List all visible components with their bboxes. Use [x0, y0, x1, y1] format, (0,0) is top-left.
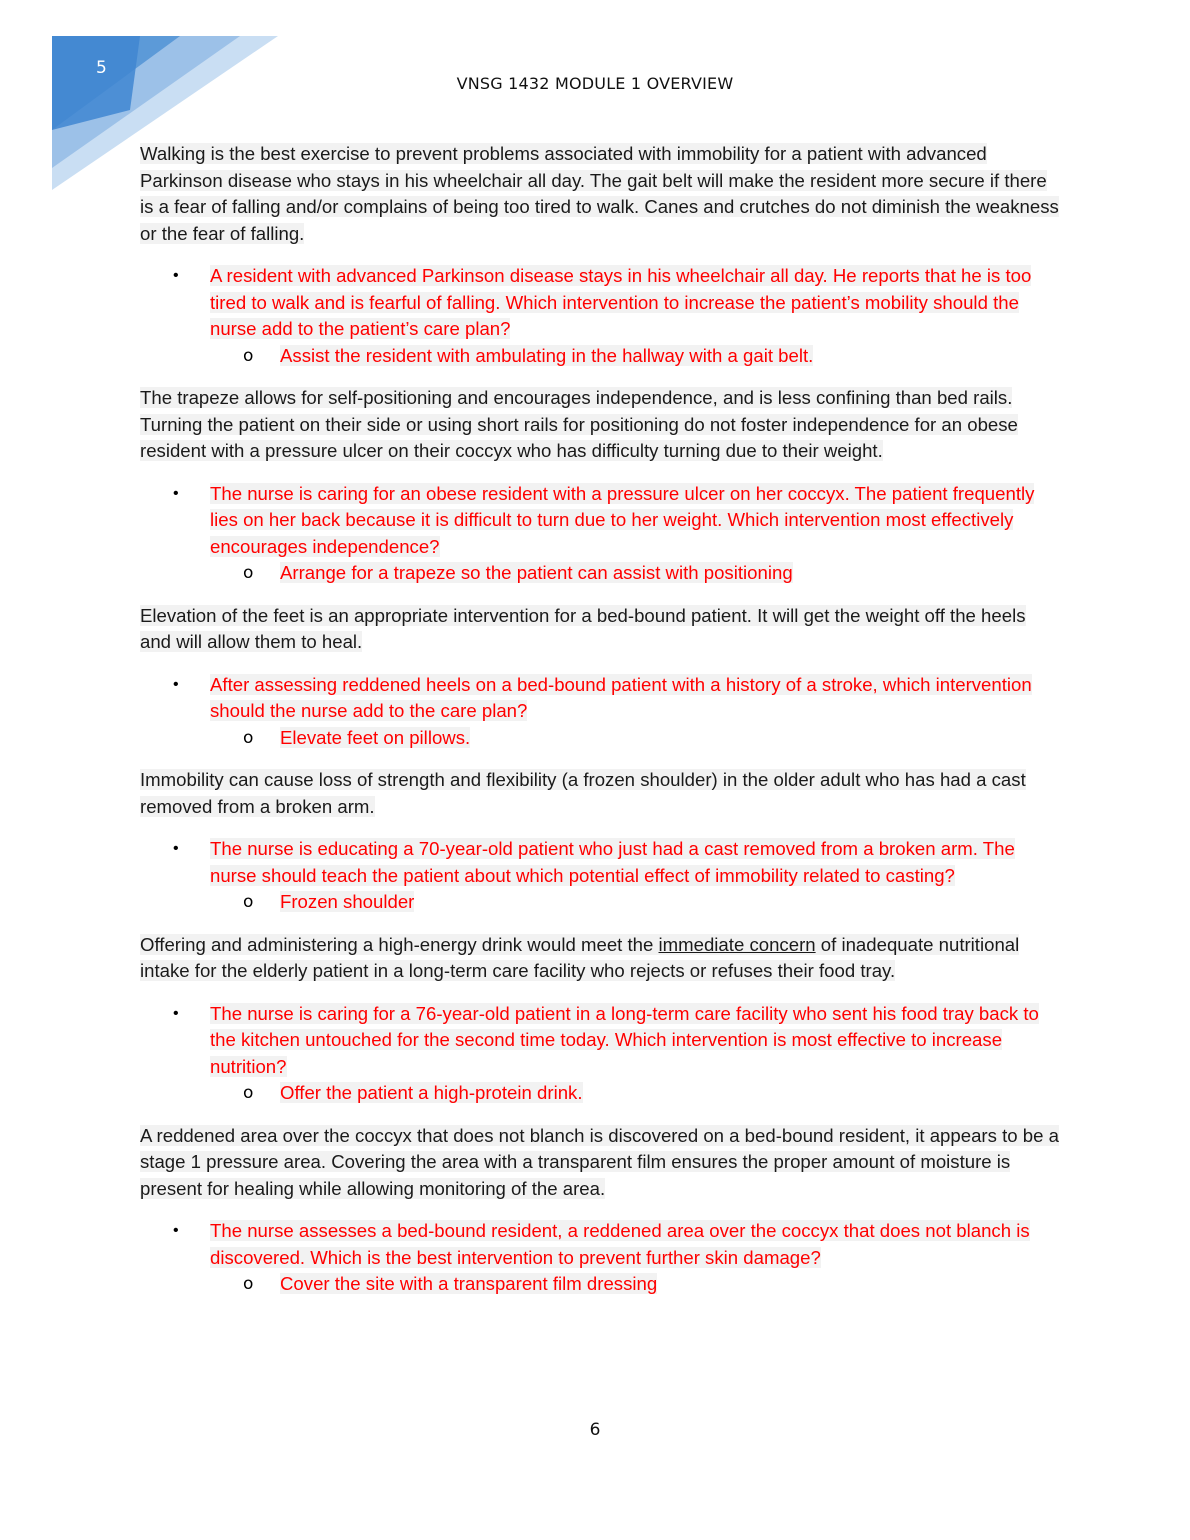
- sub-bullet-icon: o: [243, 892, 254, 912]
- question-text: A resident with advanced Parkinson disease stays in his wheelchair all day. He reports that he is too tired to walk and is fearful of falling. Which intervention to increase the patient’s mobility should the nurse add to the patient’s care plan?: [210, 265, 1032, 339]
- answer-item: [140, 343, 1060, 370]
- question-block: [140, 263, 1060, 369]
- question-item: [140, 836, 1060, 889]
- section: [140, 603, 1060, 752]
- section: [140, 767, 1060, 916]
- answer-text: Arrange for a trapeze so the patient can assist with positioning: [280, 562, 793, 583]
- answer-item: [140, 1080, 1060, 1107]
- question-block: [140, 481, 1060, 587]
- answer-item: [140, 1271, 1060, 1298]
- page-number: 6: [589, 1420, 601, 1440]
- sub-bullet-icon: o: [243, 563, 254, 583]
- question-block: [140, 672, 1060, 752]
- bullet-icon: •: [173, 1004, 179, 1022]
- answer-item: [140, 560, 1060, 587]
- explanation-paragraph: Walking is the best exercise to prevent problems associated with immobility for a patient with advanced Parkinson disease who stays in his wheelchair all day. The gait belt will make the resident more secure if there is a fear of falling and/or complains of being too tired to walk. Canes and crutches do not diminish the weakness or the fear of falling.: [140, 143, 1059, 244]
- answer-text: Cover the site with a transparent film dressing: [280, 1273, 658, 1294]
- question-text: The nurse is caring for a 76-year-old patient in a long-term care facility who sent his food tray back to the kitchen untouched for the second time today. Which intervention is most effective to increase nutrition?: [210, 1002, 1039, 1077]
- question-text: The nurse is caring for an obese resident with a pressure ulcer on her coccyx. The patient frequently lies on her back because it is difficult to turn due to her weight. Which intervention most effectively encourages independence?: [210, 482, 1035, 557]
- answer-text: Assist the resident with ambulating in the hallway with a gait belt.: [280, 344, 814, 366]
- answer-item: [140, 725, 1060, 752]
- section: [140, 1123, 1060, 1298]
- bullet-icon: •: [173, 1222, 179, 1239]
- answer-text: Frozen shoulder: [280, 891, 415, 912]
- answer-text: Offer the patient a high-protein drink.: [280, 1082, 583, 1103]
- sub-bullet-icon: o: [243, 1083, 254, 1103]
- bullet-icon: •: [173, 484, 179, 502]
- section: [140, 141, 1060, 369]
- explanation-paragraph: Immobility can cause loss of strength and flexibility (a frozen shoulder) in the older adult who has had a cast removed from a broken arm.: [140, 769, 1026, 817]
- page-badge: 5: [96, 58, 107, 78]
- answer-text: Elevate feet on pillows.: [280, 726, 471, 748]
- question-item: [140, 481, 1060, 561]
- question-block: [140, 1001, 1060, 1107]
- section: [140, 932, 1060, 1107]
- sub-bullet-icon: o: [243, 345, 254, 366]
- sub-bullet-icon: o: [243, 727, 254, 748]
- explanation-paragraph: Elevation of the feet is an appropriate intervention for a bed-bound patient. It will get the weight off the heels and will allow them to heal.: [140, 604, 1026, 652]
- bullet-icon: •: [173, 267, 179, 284]
- question-item: [140, 672, 1060, 725]
- answer-item: [140, 889, 1060, 916]
- question-block: [140, 836, 1060, 916]
- underlined-phrase: immediate concern: [658, 933, 816, 955]
- question-text: The nurse assesses a bed-bound resident, a reddened area over the coccyx that does not blanch is discovered. Which is the best intervention to prevent further skin damage?: [210, 1220, 1030, 1268]
- sub-bullet-icon: o: [243, 1274, 254, 1294]
- question-item: [140, 1001, 1060, 1081]
- explanation-paragraph: The trapeze allows for self-positioning and encourages independence, and is less confining than bed rails. Turning the patient on their side or using short rails for positioning do not foster independence for an obese resident with a pressure ulcer on their coccyx who has difficulty turning due to their weight.: [140, 387, 1018, 461]
- section: [140, 385, 1060, 587]
- question-block: [140, 1218, 1060, 1298]
- question-text: The nurse is educating a 70-year-old patient who just had a cast removed from a broken arm. The nurse should teach the patient about which potential effect of immobility related to casting?: [210, 838, 1015, 886]
- bullet-icon: •: [173, 840, 179, 857]
- question-text: After assessing reddened heels on a bed-bound patient with a history of a stroke, which intervention should the nurse add to the care plan?: [210, 673, 1032, 721]
- question-item: [140, 1218, 1060, 1271]
- explanation-paragraph: Offering and administering a high-energy drink would meet the immediate concern of inadequate nutritional intake for the elderly patient in a long-term care facility who rejects or refuses their food tray.: [140, 933, 1020, 981]
- bullet-icon: •: [173, 675, 179, 693]
- question-item: [140, 263, 1060, 343]
- document-body: [140, 141, 1060, 1314]
- explanation-paragraph: A reddened area over the coccyx that does not blanch is discovered on a bed-bound resident, it appears to be a stage 1 pressure area. Covering the area with a transparent film ensures the proper amount of moisture is present for healing while allowing monitoring of the area.: [140, 1124, 1059, 1199]
- header-title: VNSG 1432 MODULE 1 OVERVIEW: [456, 74, 734, 93]
